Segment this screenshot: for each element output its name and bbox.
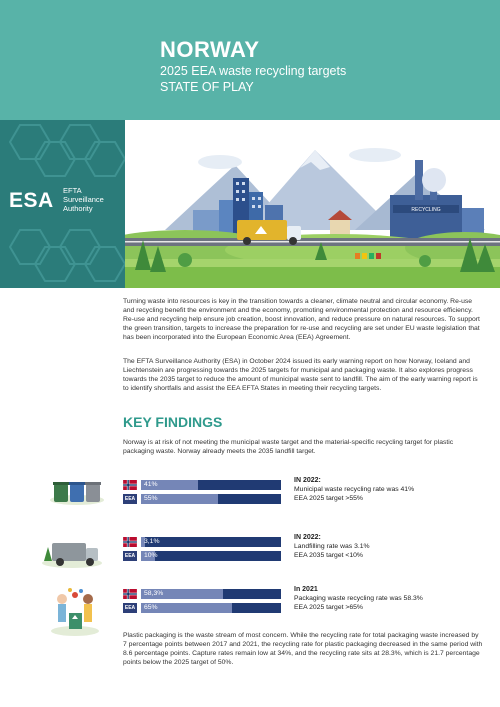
closing-paragraph: Plastic packaging is the waste stream of most concern. While the recycling rate for total packaging waste increased by 7 percentage points between 2017 and 2021, the recycling rate for plastic packaging decreased in the same period with 8.6 percentage points. Capture rates remain low at 34%, and the recycling rate sits at 28.3%, which is 21.7 percentage points below the 2025 target of 50%. xyxy=(123,632,483,667)
esa-logo-text: EFTA Surveillance Authority xyxy=(63,186,104,213)
page-subtitle: 2025 EEA waste recycling targets xyxy=(160,64,347,78)
key-findings-title: KEY FINDINGS xyxy=(123,414,223,430)
finding-line-1: Municipal waste recycling rate was 41% xyxy=(294,486,415,493)
finding-line-2: EEA 2025 target >55% xyxy=(294,495,363,502)
finding-line-1: Landfilling rate was 3.1% xyxy=(294,543,370,550)
hero-section xyxy=(0,120,500,288)
intro-paragraph-1: Turning waste into resources is key in the transition towards a cleaner, climate neutral and circular economy. Re-use and recycling benefit the environment and the economy, promoting environmental protection and resource efficiency. Re-use and recycling help ensure job creation, boost innovation, and reduce pressure on natural resources. To support the green transition, targets to increase the preparation for re-use and recycling are set under EU waste legislation that has been incorporated into the European Economic Area (EEA) Agreement. xyxy=(123,298,480,342)
finding-text xyxy=(294,476,484,503)
finding-line-2: EEA 2035 target <10% xyxy=(294,552,363,559)
norway-value-label: 58,3% xyxy=(144,590,164,597)
finding-text xyxy=(294,585,484,612)
eea-tag: EEA xyxy=(124,553,136,559)
logo-panel xyxy=(0,120,125,288)
norway-bar xyxy=(141,537,281,547)
norway-value-label: 41% xyxy=(144,481,158,488)
recycling-bins-icon xyxy=(50,478,105,506)
header-banner xyxy=(0,0,500,120)
norway-bar xyxy=(141,480,281,490)
finding-heading: IN 2022: xyxy=(294,477,321,484)
key-findings-summary: Norway is at risk of not meeting the municipal waste target and the material-specific recycling target for plastic packaging waste. Norway already meets the 2035 landfill target. xyxy=(123,439,454,456)
norway-flag-icon xyxy=(123,537,137,547)
eea-value-label: 65% xyxy=(144,604,158,611)
esa-logo: ESA xyxy=(9,189,54,212)
norway-flag-icon xyxy=(123,589,137,599)
eea-value-label: 10% xyxy=(144,552,158,559)
finding-text xyxy=(294,533,484,560)
eea-value-label: 55% xyxy=(144,495,158,502)
norway-bar xyxy=(141,589,281,599)
page-subtitle-2: STATE OF PLAY xyxy=(160,80,254,94)
eea-tag: EEA xyxy=(124,605,136,611)
finding-heading: In 2021 xyxy=(294,586,318,593)
finding-line-2: EEA 2025 target >65% xyxy=(294,604,363,611)
eea-bar xyxy=(141,603,281,613)
norway-flag-icon xyxy=(123,480,137,490)
norway-value-label: 3,1% xyxy=(144,538,160,545)
finding-heading: IN 2022: xyxy=(294,534,321,541)
page-title: NORWAY xyxy=(160,37,260,62)
landfill-truck-icon xyxy=(40,533,105,569)
svg-text:RECYCLING: RECYCLING xyxy=(411,207,441,213)
city-landscape-illustration xyxy=(125,120,500,288)
eea-bar xyxy=(141,551,281,561)
packaging-recycling-icon xyxy=(50,585,100,637)
eea-tag: EEA xyxy=(124,496,136,502)
intro-paragraph-2: The EFTA Surveillance Authority (ESA) in October 2024 issued its early warning report on how Norway, Iceland and Liechtenstein are progressing towards the 2025 targets for municipal and packaging waste. It also explores progress towards the 2035 target to reduce the amount of municipal waste sent to landfill. The aim of the early warning report is to identify shortfalls and assist the EEA EFTA States in meeting their recycling targets. xyxy=(123,358,478,393)
eea-bar xyxy=(141,494,281,504)
finding-line-1: Packaging waste recycling rate was 58.3% xyxy=(294,595,423,602)
